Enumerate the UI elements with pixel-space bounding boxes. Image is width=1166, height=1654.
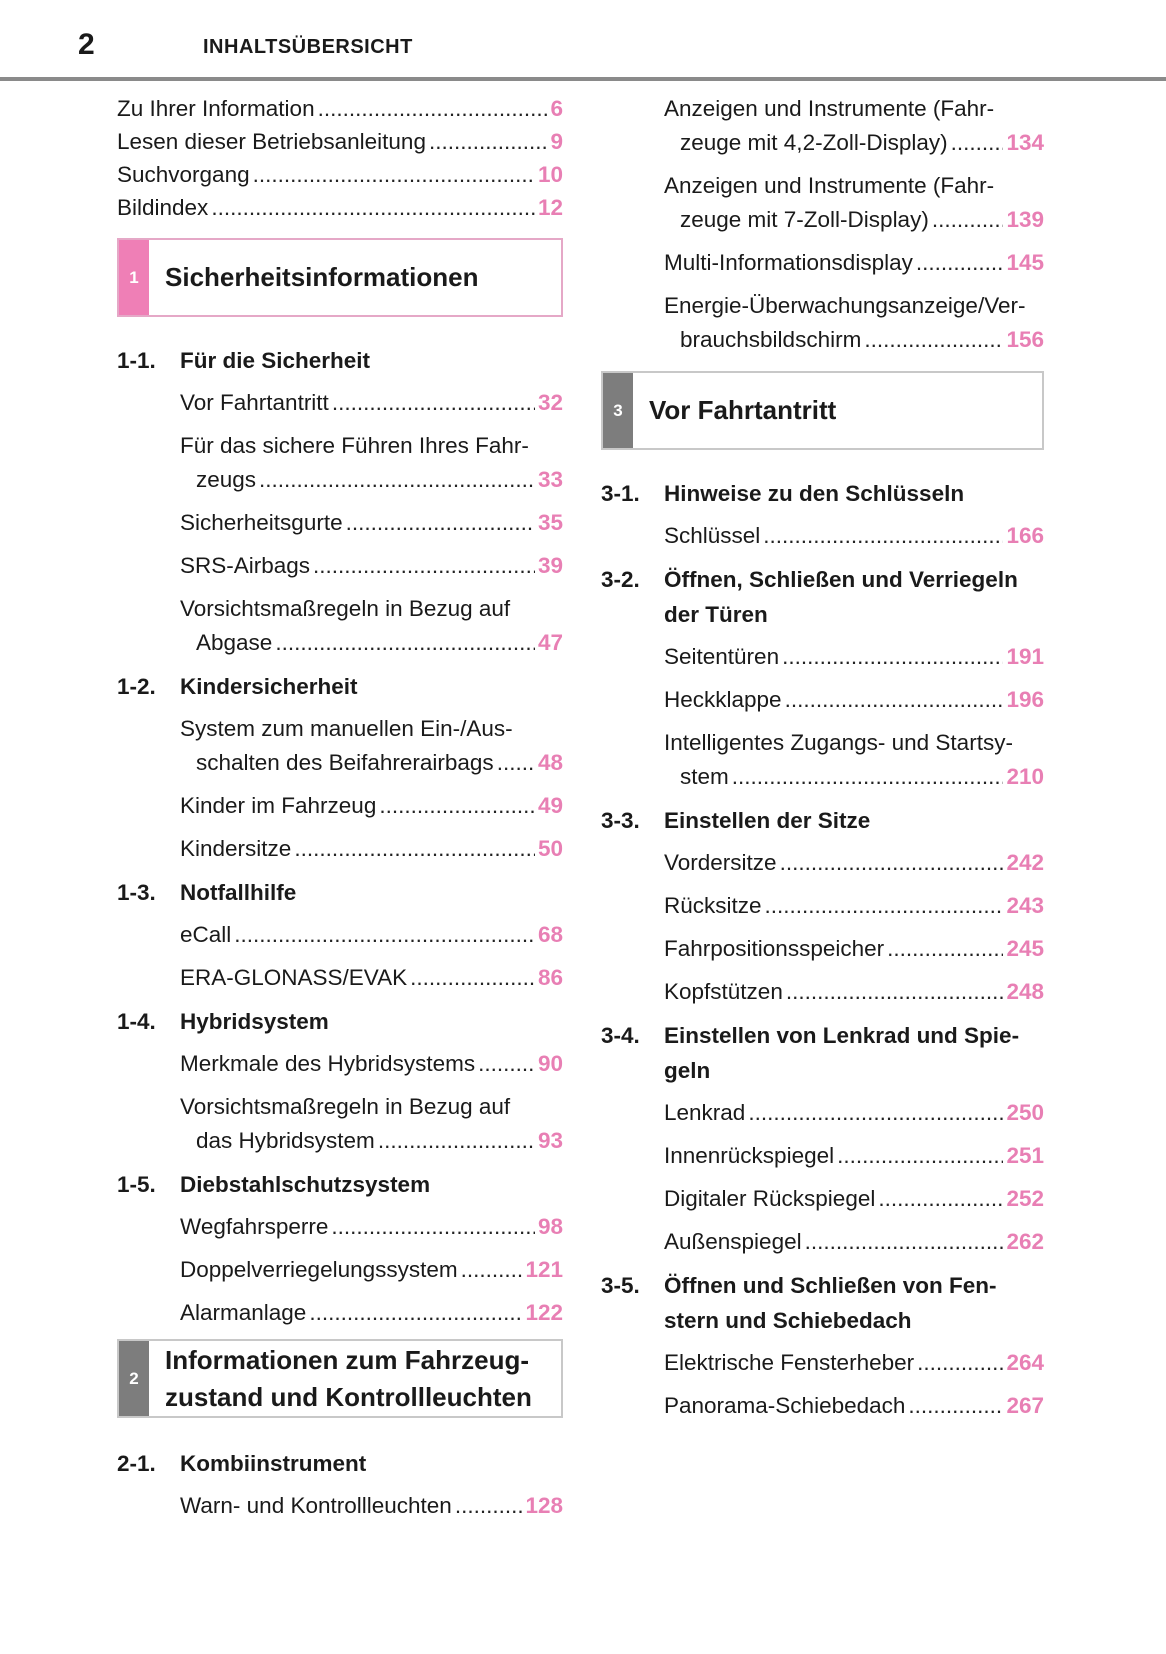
section-heading [117,669,563,704]
section-heading [601,1268,1044,1338]
toc-entry-page: 134 [1006,130,1044,155]
toc-entry-label: Kopfstützen [664,979,783,1004]
toc-entry-page: 191 [1006,644,1044,669]
toc-entry-page: 210 [1006,764,1044,789]
toc-entry[interactable] [180,789,563,823]
toc-entry[interactable] [664,889,1044,923]
chapter-title: Vor Fahrtantritt [649,395,837,425]
right-column [601,92,1044,1432]
toc-entry-page: 9 [550,129,563,154]
toc-entry-page: 47 [537,630,563,655]
toc-entry-label: Vor Fahrtantritt [180,390,329,415]
toc-entry[interactable] [664,1096,1044,1130]
toc-entry[interactable] [117,191,563,224]
toc-entry-label: Lenkrad [664,1100,746,1125]
toc-entry[interactable] [180,429,563,497]
section-title: Notfallhilfe [180,880,297,905]
toc-entry[interactable] [180,961,563,995]
toc-entry[interactable] [664,932,1044,966]
toc-entry-page: 50 [537,836,563,861]
toc-entry-label: Innenrückspiegel [664,1143,835,1168]
toc-entry[interactable] [664,1346,1044,1380]
toc-entry-label: Elektrische Fensterheber [664,1350,915,1375]
toc-entry-label: Seitentüren [664,644,780,669]
toc-entry-label: Multi-Informationsdisplay [664,250,913,275]
toc-entry-page: 156 [1006,327,1044,352]
toc-entry-label: Energie-Überwachungsanzeige/Ver- [664,293,1026,318]
toc-entry-page: 252 [1006,1186,1044,1211]
chapter-title-line2: zustand und Kontrollleuchten [165,1381,532,1412]
toc-entry-label-cont: stem [680,764,729,789]
section-title-line1: Einstellen von Lenkrad und Spie- [664,1023,1020,1048]
chapter-1-box[interactable] [117,238,563,317]
toc-entry-label: Fahrpositionsspeicher [664,936,885,961]
section-heading [117,1446,563,1481]
toc-entry-label: Kinder im Fahrzeug [180,793,377,818]
toc-entry-page: 251 [1006,1143,1044,1168]
toc-entry[interactable] [180,918,563,952]
section-title-line1: Öffnen und Schließen von Fen- [664,1273,997,1298]
toc-entry[interactable] [664,92,1044,160]
toc-entry-page: 98 [537,1214,563,1239]
left-column [117,92,563,1532]
toc-entry[interactable] [664,1182,1044,1216]
toc-entry-label: Warn- und Kontrollleuchten [180,1493,452,1518]
toc-entry[interactable] [664,289,1044,357]
toc-entry-label: Suchvorgang [117,162,250,187]
toc-entry-label-cont: zeuge mit 4,2-Zoll-Display) [680,130,948,155]
toc-entry-page: 32 [537,390,563,415]
toc-entry[interactable] [664,246,1044,280]
toc-entry[interactable] [664,640,1044,674]
toc-entry-label: Digitaler Rückspiegel [664,1186,876,1211]
section-number: 3-2. [601,567,640,592]
toc-entry-page: 243 [1006,893,1044,918]
toc-entry-label-cont: das Hybridsystem [196,1128,375,1153]
chapter-title: Sicherheitsinformationen [165,262,479,292]
toc-entry[interactable] [664,726,1044,794]
section-heading [601,803,1044,838]
section-title: Hybridsystem [180,1009,329,1034]
toc-entry[interactable] [664,519,1044,553]
toc-entry-page: 49 [537,793,563,818]
section-number: 3-1. [601,481,640,506]
toc-entry[interactable] [180,386,563,420]
section-number: 1-1. [117,348,156,373]
section-title [664,1018,1044,1088]
toc-entry[interactable] [664,683,1044,717]
toc-entry-page: 250 [1006,1100,1044,1125]
toc-entry[interactable] [180,1090,563,1158]
toc-entry-label: eCall [180,922,232,947]
toc-entry-page: 12 [537,195,563,220]
section-title: Hinweise zu den Schlüsseln [664,481,965,506]
toc-entry-page: 48 [537,750,563,775]
toc-entry[interactable] [664,1139,1044,1173]
toc-entry-label-cont: schalten des Beifahrerairbags [196,750,494,775]
toc-entry-page: 245 [1006,936,1044,961]
section-title-line2: der Türen [664,602,768,627]
section-title [664,1268,1044,1338]
chapter-number-tab: 3 [603,373,633,448]
toc-entry-label: Für das sichere Führen Ihres Fahr- [180,433,529,458]
toc-entry[interactable] [664,169,1044,237]
toc-entry[interactable] [664,846,1044,880]
toc-entry-page: 264 [1006,1350,1044,1375]
toc-entry-page: 39 [537,553,563,578]
toc-entry[interactable] [180,1253,563,1287]
toc-entry-page: 68 [537,922,563,947]
section-title-line2: geln [664,1058,711,1083]
section-heading [601,562,1044,632]
chapter-3-box[interactable] [601,371,1044,450]
section-heading [117,343,563,378]
section-heading [117,1167,563,1202]
toc-entry-page: 139 [1006,207,1044,232]
chapter-number-tab: 2 [119,1341,149,1416]
toc-entry-page: 33 [537,467,563,492]
section-title: Kombiinstrument [180,1451,367,1476]
toc-entry-label: Vordersitze [664,850,777,875]
page-title: INHALTSÜBERSICHT [203,36,413,58]
toc-entry[interactable] [664,1389,1044,1423]
chapter-2-box[interactable] [117,1339,563,1418]
toc-entry-page: 128 [525,1493,563,1518]
toc-entry-page: 267 [1006,1393,1044,1418]
toc-entry[interactable] [180,592,563,660]
toc-entry-page: 122 [525,1300,563,1325]
section-number: 1-5. [117,1172,156,1197]
toc-entry-label: Intelligentes Zugangs- und Startsy- [664,730,1013,755]
toc-entry[interactable] [180,506,563,540]
section-heading [117,875,563,910]
header-divider [0,77,1166,81]
toc-entry[interactable] [117,92,563,125]
toc-entry[interactable] [180,1210,563,1244]
section-title-line1: Öffnen, Schließen und Verriegeln [664,567,1018,592]
toc-entry-label: Vorsichtsmaßregeln in Bezug auf [180,596,511,621]
section-number: 1-3. [117,880,156,905]
toc-entry-page: 86 [537,965,563,990]
toc-entry-label: Alarmanlage [180,1300,307,1325]
section-number: 1-4. [117,1009,156,1034]
toc-entry-label: Vorsichtsmaßregeln in Bezug auf [180,1094,511,1119]
toc-entry-label-cont: brauchsbildschirm [680,327,862,352]
section-number: 1-2. [117,674,156,699]
toc-entry-page: 145 [1006,250,1044,275]
section-heading [601,1018,1044,1088]
section-title [664,562,1044,632]
toc-entry-label: Sicherheitsgurte [180,510,343,535]
toc-entry[interactable] [117,125,563,158]
section-title: Kindersicherheit [180,674,358,699]
page-number: 2 [78,28,95,61]
toc-entry-label: Heckklappe [664,687,782,712]
toc-entry[interactable] [664,1225,1044,1259]
toc-entry-page: 262 [1006,1229,1044,1254]
toc-entry-label: Panorama-Schiebedach [664,1393,906,1418]
chapter-title-line1: Informationen zum Fahrzeug- [165,1344,529,1375]
section-title: Für die Sicherheit [180,348,371,373]
toc-entry-page: 6 [550,96,563,121]
toc-entry-page: 242 [1006,850,1044,875]
toc-entry-label: Anzeigen und Instrumente (Fahr- [664,96,995,121]
section-number: 3-5. [601,1273,640,1298]
section-title: Diebstahlschutzsystem [180,1172,431,1197]
toc-entry-page: 10 [537,162,563,187]
toc-entry[interactable] [180,712,563,780]
toc-entry[interactable] [117,158,563,191]
toc-entry-page: 35 [537,510,563,535]
toc-entry-page: 93 [537,1128,563,1153]
toc-entry[interactable] [180,832,563,866]
section-heading [601,476,1044,511]
toc-entry-label: Anzeigen und Instrumente (Fahr- [664,173,995,198]
toc-entry-label: Schlüssel [664,523,761,548]
toc-entry-label: System zum manuellen Ein-/Aus- [180,716,513,741]
toc-entry[interactable] [180,1296,563,1330]
section-heading [117,1004,563,1039]
toc-entry-label: Rücksitze [664,893,762,918]
toc-entry[interactable] [180,1047,563,1081]
chapter-number-tab: 1 [119,240,149,315]
toc-entry-label: Kindersitze [180,836,292,861]
toc-entry-page: 248 [1006,979,1044,1004]
section-title: Einstellen der Sitze [664,808,871,833]
section-title-line2: stern und Schiebedach [664,1308,912,1333]
toc-entry-label: Doppelverriegelungssystem [180,1257,458,1282]
toc-entry-label: Merkmale des Hybridsystems [180,1051,476,1076]
toc-entry-page: 90 [537,1051,563,1076]
chapter-title [149,1342,532,1416]
toc-entry-page: 121 [525,1257,563,1282]
toc-entry-label: Zu Ihrer Information [117,96,315,121]
toc-entry[interactable] [180,549,563,583]
toc-entry-label: Außenspiegel [664,1229,802,1254]
toc-entry-label-cont: zeuge mit 7-Zoll-Display) [680,207,929,232]
toc-entry-label-cont: Abgase [196,630,273,655]
toc-entry-label: SRS-Airbags [180,553,311,578]
section-number: 3-4. [601,1023,640,1048]
toc-entry[interactable] [664,975,1044,1009]
section-number: 3-3. [601,808,640,833]
section-number: 2-1. [117,1451,156,1476]
toc-entry-label: Wegfahrsperre [180,1214,329,1239]
toc-entry-label: Lesen dieser Betriebsanleitung [117,129,426,154]
toc-entry-page: 196 [1006,687,1044,712]
toc-entry[interactable] [180,1489,563,1523]
toc-entry-page: 166 [1006,523,1044,548]
toc-entry-label-cont: zeugs [196,467,257,492]
toc-entry-label: ERA-GLONASS/EVAK [180,965,408,990]
toc-entry-label: Bildindex [117,195,209,220]
